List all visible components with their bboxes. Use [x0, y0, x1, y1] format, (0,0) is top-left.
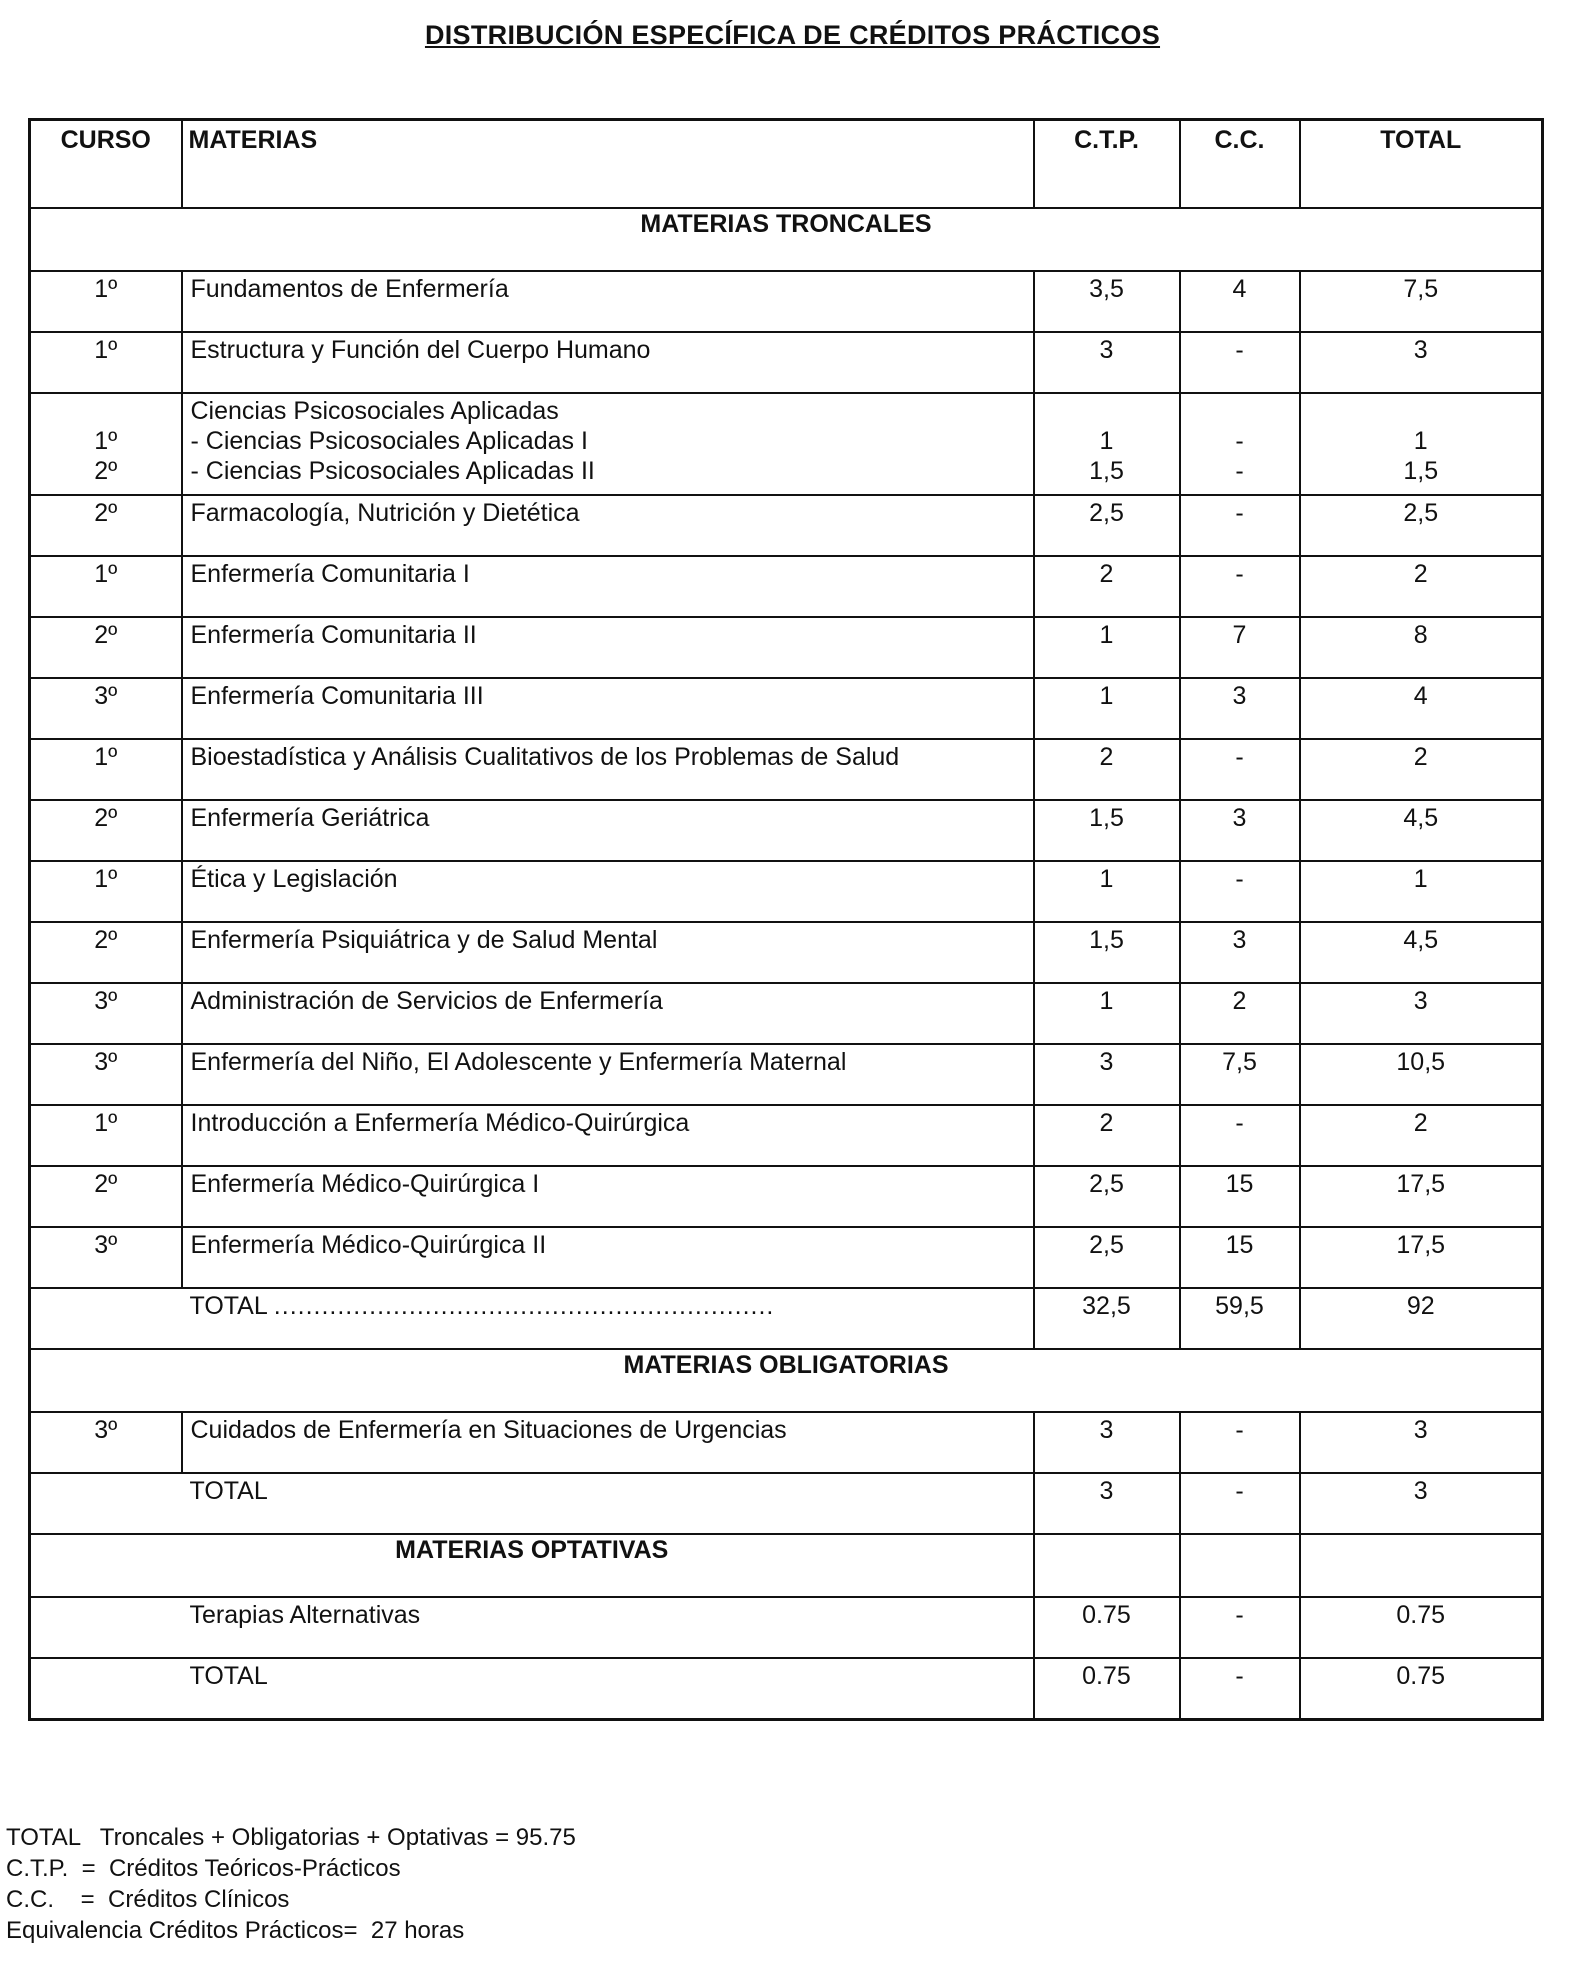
curso-cell: 1º: [30, 556, 182, 617]
page-title: DISTRIBUCIÓN ESPECÍFICA DE CRÉDITOS PRÁCTICOS: [424, 20, 1161, 50]
col-header-curso: CURSO: [30, 120, 182, 209]
table-row: [30, 332, 1543, 393]
curso-cell: 2º: [30, 495, 182, 556]
total-cell: 17,5: [1300, 1227, 1543, 1288]
empty-cell: [1300, 1534, 1543, 1597]
table-row: [30, 739, 1543, 800]
cc-cell: 4: [1180, 271, 1300, 332]
ctp-cell: 1,5: [1034, 922, 1180, 983]
col-header-ctp: C.T.P.: [1034, 120, 1180, 209]
table-row: [30, 495, 1543, 556]
materia-cell: Enfermería Médico-Quirúrgica II: [182, 1227, 1034, 1288]
cc-cell: -: [1180, 332, 1300, 393]
total-cell: 4,5: [1300, 800, 1543, 861]
footnote-line: TOTAL Troncales + Obligatorias + Optativas = 95.75: [6, 1824, 576, 1851]
cc-cell: 15: [1180, 1166, 1300, 1227]
materia-cell: Enfermería del Niño, El Adolescente y Enfermería Maternal: [182, 1044, 1034, 1105]
total-cell: 2: [1300, 1105, 1543, 1166]
total-sub-1: 1: [1413, 427, 1428, 455]
total-cell: 7,5: [1300, 271, 1543, 332]
materia-cell: Enfermería Comunitaria II: [182, 617, 1034, 678]
ctp-cell: 3: [1034, 332, 1180, 393]
curso-cell: 3º: [30, 1412, 182, 1473]
ctp-sub-1: 1: [1099, 427, 1114, 455]
materia-cell: Enfermería Psiquiátrica y de Salud Mental: [182, 922, 1034, 983]
table-row: [30, 678, 1543, 739]
materia-cell: Ética y Legislación: [182, 861, 1034, 922]
total-cell: 2: [1300, 739, 1543, 800]
materia-group-title: Ciencias Psicosociales Aplicadas: [190, 397, 559, 425]
table-row: [30, 1227, 1543, 1288]
ctp-cell: 3,5: [1034, 271, 1180, 332]
cc-cell: 3: [1180, 922, 1300, 983]
empty-cell: [30, 1658, 182, 1719]
total-cell: 4,5: [1300, 922, 1543, 983]
total-label-cell: TOTAL: [182, 1473, 1034, 1534]
ctp-cell: 1: [1034, 861, 1180, 922]
total-cell: 17,5: [1300, 1166, 1543, 1227]
cc-cell: 2: [1180, 983, 1300, 1044]
cc-cell: -: [1180, 1473, 1300, 1534]
section-row-troncales: [30, 208, 1543, 271]
materia-cell: Fundamentos de Enfermería: [182, 271, 1034, 332]
curso-cell: 3º: [30, 678, 182, 739]
total-dots: ...............................................................: [273, 1292, 775, 1320]
table-row: [30, 556, 1543, 617]
materia-cell: Cuidados de Enfermería en Situaciones de Urgencias: [182, 1412, 1034, 1473]
ctp-cell: 3: [1034, 1473, 1180, 1534]
curso-sub-1: 1º: [94, 427, 118, 455]
cc-cell: -: [1180, 861, 1300, 922]
materia-cell: Farmacología, Nutrición y Dietética: [182, 495, 1034, 556]
section-heading-obligatorias: MATERIAS OBLIGATORIAS: [30, 1349, 1543, 1412]
cc-sub-1: -: [1235, 427, 1244, 455]
ctp-cell: 2,5: [1034, 495, 1180, 556]
total-cell: 10,5: [1300, 1044, 1543, 1105]
materia-cell: Terapias Alternativas: [182, 1597, 1034, 1658]
table-row: [30, 617, 1543, 678]
total-cell: 92: [1300, 1288, 1543, 1349]
curso-cell: 2º: [30, 800, 182, 861]
ctp-cell: 2: [1034, 556, 1180, 617]
total-cell: 3: [1300, 983, 1543, 1044]
total-sub-2: 1,5: [1403, 457, 1439, 485]
empty-cell: [30, 1597, 182, 1658]
col-header-cc: C.C.: [1180, 120, 1300, 209]
ctp-cell: 2: [1034, 1105, 1180, 1166]
section-heading-optativas: MATERIAS OPTATIVAS: [30, 1534, 1034, 1597]
curso-cell: 2º: [30, 922, 182, 983]
header-row: [30, 120, 1543, 209]
ctp-cell: 0.75: [1034, 1597, 1180, 1658]
footnote-line: Equivalencia Créditos Prácticos= 27 horas: [6, 1917, 465, 1944]
total-row-obligatorias: [30, 1473, 1543, 1534]
materia-cell: Introducción a Enfermería Médico-Quirúrgica: [182, 1105, 1034, 1166]
curso-cell: 1º: [30, 861, 182, 922]
cc-cell: 3: [1180, 800, 1300, 861]
ctp-cell: 0.75: [1034, 1658, 1180, 1719]
curso-cell: 2º: [30, 1166, 182, 1227]
materia-sub-2: - Ciencias Psicosociales Aplicadas II: [190, 457, 595, 485]
table-row: [30, 983, 1543, 1044]
ctp-cell: 1: [1034, 983, 1180, 1044]
footnotes: [6, 1822, 576, 1946]
col-header-total: TOTAL: [1300, 120, 1543, 209]
total-cell: 8: [1300, 617, 1543, 678]
ctp-cell: 3: [1034, 1044, 1180, 1105]
ctp-cell: 1: [1034, 617, 1180, 678]
empty-cell: [1180, 1534, 1300, 1597]
total-cell: 0.75: [1300, 1658, 1543, 1719]
cc-cell: 3: [1180, 678, 1300, 739]
table-row: [30, 1597, 1543, 1658]
materia-cell: Estructura y Función del Cuerpo Humano: [182, 332, 1034, 393]
cc-cell: 7,5: [1180, 1044, 1300, 1105]
cc-sub-2: -: [1235, 457, 1244, 485]
table-row: [30, 1412, 1543, 1473]
total-cell: 1: [1300, 861, 1543, 922]
cc-cell: -: [1180, 739, 1300, 800]
table-row: [30, 922, 1543, 983]
total-cell: [1300, 393, 1543, 495]
ctp-cell: 3: [1034, 1412, 1180, 1473]
total-label: TOTAL: [189, 1292, 267, 1320]
empty-cell: [30, 1288, 182, 1349]
materia-cell: Enfermería Médico-Quirúrgica I: [182, 1166, 1034, 1227]
ctp-sub-2: 1,5: [1089, 457, 1124, 485]
curso-cell: 2º: [30, 617, 182, 678]
credits-table: [28, 118, 1544, 1721]
total-cell: 3: [1300, 332, 1543, 393]
ctp-cell: 2,5: [1034, 1166, 1180, 1227]
materia-cell: Enfermería Comunitaria III: [182, 678, 1034, 739]
ctp-cell: 2: [1034, 739, 1180, 800]
footnote-line: C.C. = Créditos Clínicos: [6, 1886, 290, 1913]
ctp-cell: 1: [1034, 678, 1180, 739]
total-cell: 2: [1300, 556, 1543, 617]
materia-sub-1: - Ciencias Psicosociales Aplicadas I: [190, 427, 588, 455]
table-row: [30, 1105, 1543, 1166]
table-row: [30, 1166, 1543, 1227]
table-row: [30, 861, 1543, 922]
materia-cell: Bioestadística y Análisis Cualitativos de los Problemas de Salud: [182, 739, 1034, 800]
empty-cell: [30, 1473, 182, 1534]
table-row: [30, 1044, 1543, 1105]
section-heading-troncales: MATERIAS TRONCALES: [30, 208, 1543, 271]
table-row: [30, 271, 1543, 332]
ctp-cell: [1034, 393, 1180, 495]
cc-cell: 15: [1180, 1227, 1300, 1288]
cc-cell: -: [1180, 1105, 1300, 1166]
total-cell: 3: [1300, 1473, 1543, 1534]
cc-cell: -: [1180, 556, 1300, 617]
total-cell: 4: [1300, 678, 1543, 739]
total-cell: 3: [1300, 1412, 1543, 1473]
total-row-troncales: [30, 1288, 1543, 1349]
section-row-obligatorias: [30, 1349, 1543, 1412]
cc-cell: -: [1180, 1658, 1300, 1719]
section-row-optativas: [30, 1534, 1543, 1597]
ctp-cell: 1,5: [1034, 800, 1180, 861]
total-row-optativas: [30, 1658, 1543, 1719]
ctp-cell: 32,5: [1034, 1288, 1180, 1349]
curso-cell: 1º: [30, 332, 182, 393]
col-header-materias: MATERIAS: [182, 120, 1034, 209]
cc-cell: [1180, 393, 1300, 495]
curso-cell: 3º: [30, 1044, 182, 1105]
empty-cell: [1034, 1534, 1180, 1597]
table-row-psicosociales: [30, 393, 1543, 495]
curso-cell: 3º: [30, 1227, 182, 1288]
curso-cell: 1º: [30, 271, 182, 332]
curso-cell: 1º: [30, 1105, 182, 1166]
cc-cell: -: [1180, 495, 1300, 556]
cc-cell: 7: [1180, 617, 1300, 678]
curso-sub-2: 2º: [94, 457, 118, 485]
materia-cell: Enfermería Geriátrica: [182, 800, 1034, 861]
cc-cell: 59,5: [1180, 1288, 1300, 1349]
total-label-cell: TOTAL: [182, 1658, 1034, 1719]
ctp-cell: 2,5: [1034, 1227, 1180, 1288]
total-label-cell: [182, 1288, 1034, 1349]
footnote-line: C.T.P. = Créditos Teóricos-Prácticos: [6, 1855, 401, 1882]
total-cell: 2,5: [1300, 495, 1543, 556]
materia-cell: Administración de Servicios de Enfermería: [182, 983, 1034, 1044]
curso-cell: 3º: [30, 983, 182, 1044]
cc-cell: -: [1180, 1412, 1300, 1473]
curso-cell: [30, 393, 182, 495]
cc-cell: -: [1180, 1597, 1300, 1658]
materia-cell: Enfermería Comunitaria I: [182, 556, 1034, 617]
curso-cell: 1º: [30, 739, 182, 800]
materia-cell: [182, 393, 1034, 495]
table-row: [30, 800, 1543, 861]
total-cell: 0.75: [1300, 1597, 1543, 1658]
